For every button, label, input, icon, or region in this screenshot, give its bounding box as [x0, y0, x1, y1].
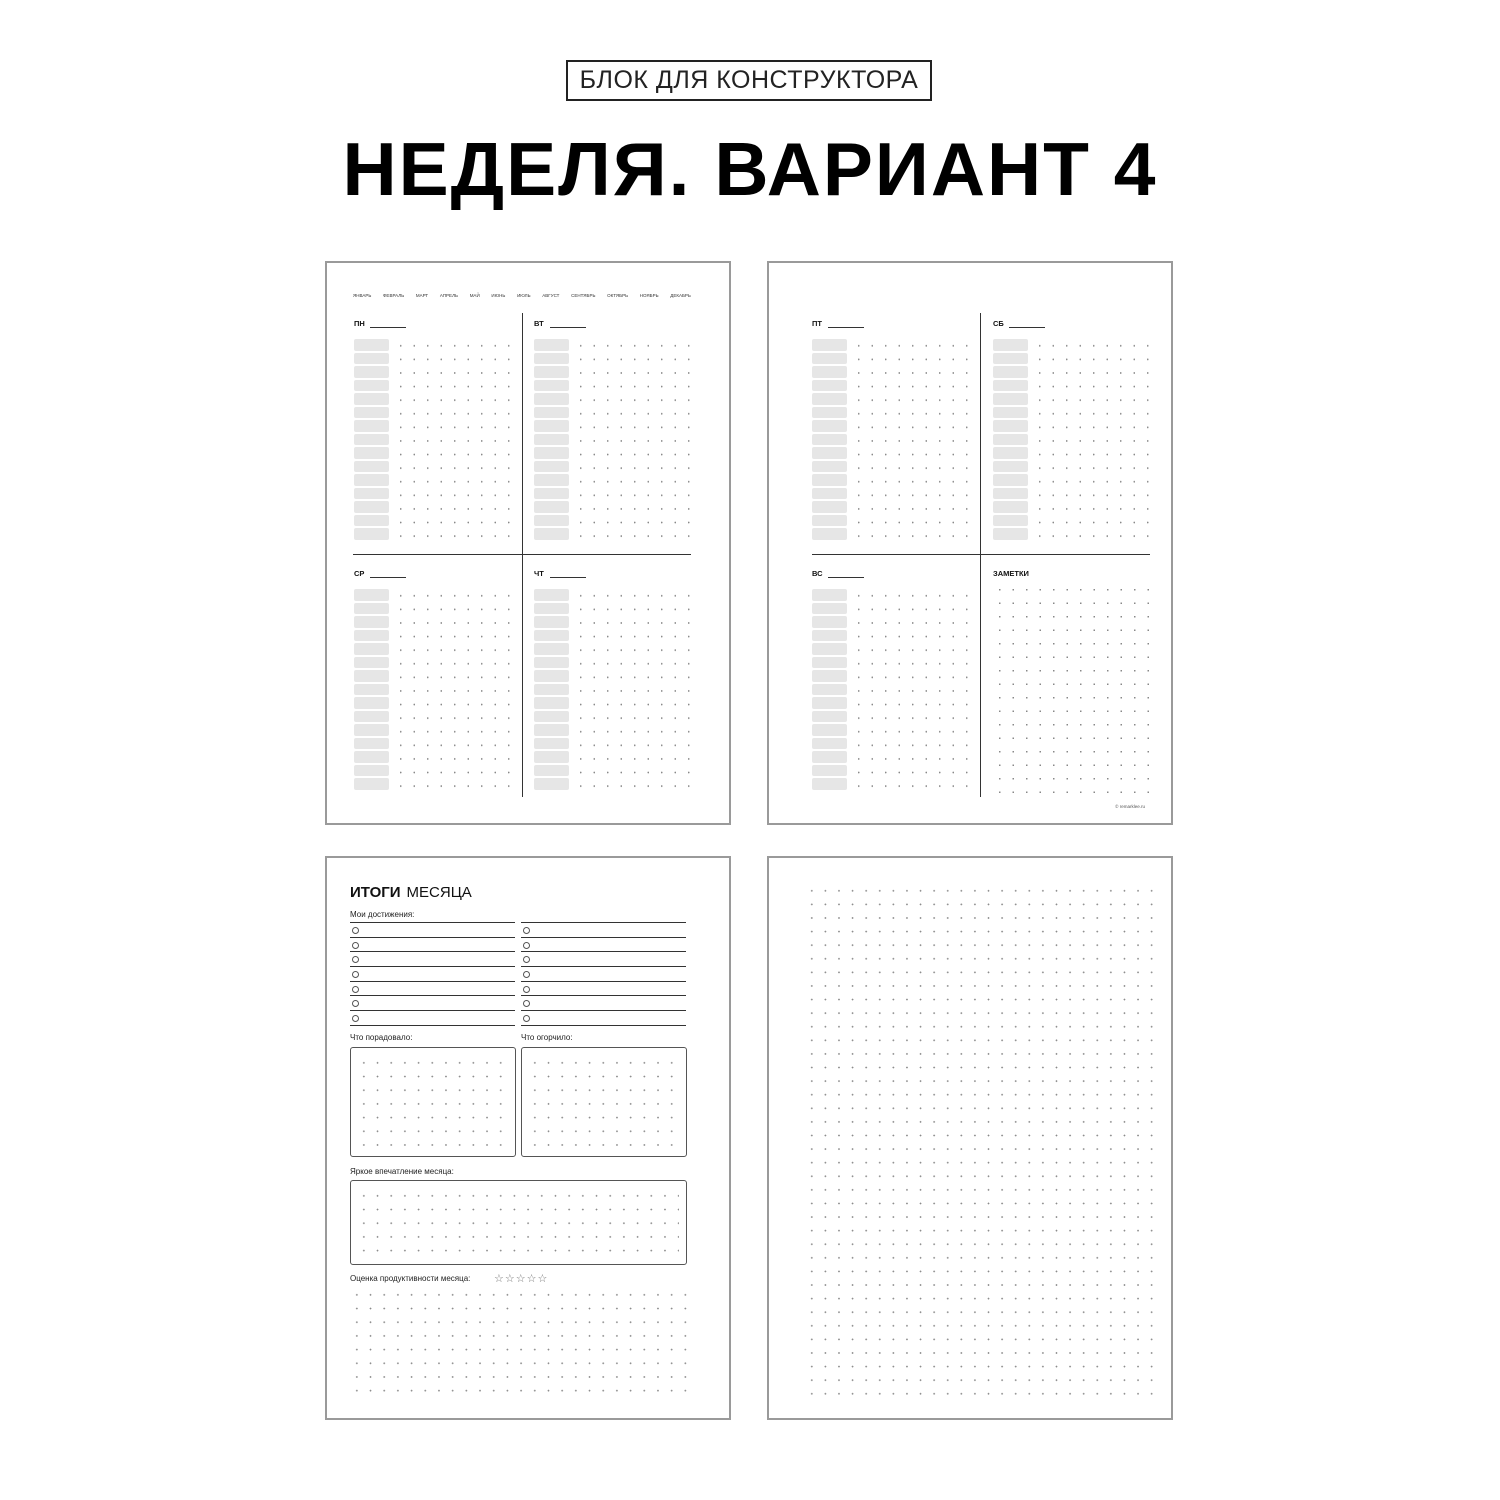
time-block[interactable] — [354, 616, 389, 628]
time-block[interactable] — [534, 434, 569, 446]
time-blocks — [354, 589, 389, 792]
pleased-label: Что порадовало: — [350, 1033, 413, 1042]
achievement-row[interactable] — [521, 996, 686, 1011]
checkbox-circle-icon[interactable] — [352, 956, 359, 963]
time-block[interactable] — [534, 380, 569, 392]
time-block[interactable] — [354, 630, 389, 642]
time-block[interactable] — [534, 339, 569, 351]
summary-title — [350, 884, 472, 901]
month-label[interactable]: МАЙ — [469, 293, 480, 298]
time-block[interactable] — [534, 420, 569, 432]
time-block[interactable] — [354, 724, 389, 736]
achievement-row[interactable] — [350, 982, 515, 997]
rating-label: Оценка продуктивности месяца: — [350, 1274, 471, 1283]
time-block[interactable] — [993, 501, 1028, 513]
time-block[interactable] — [354, 353, 389, 365]
dot-grid — [394, 339, 514, 544]
time-block[interactable] — [812, 488, 847, 500]
dot-grid — [574, 589, 694, 794]
time-block[interactable] — [534, 366, 569, 378]
notes-label: ЗАМЕТКИ — [993, 569, 1029, 578]
dot-grid — [357, 1189, 679, 1259]
time-block[interactable] — [993, 474, 1028, 486]
checkbox-circle-icon[interactable] — [352, 927, 359, 934]
dot-grid — [574, 339, 694, 544]
time-block[interactable] — [354, 515, 389, 527]
time-block[interactable] — [993, 447, 1028, 459]
time-block[interactable] — [534, 643, 569, 655]
time-block[interactable] — [534, 447, 569, 459]
dot-grid — [394, 589, 514, 794]
time-block[interactable] — [354, 643, 389, 655]
time-block[interactable] — [812, 697, 847, 709]
time-block[interactable] — [812, 778, 847, 790]
checkbox-circle-icon[interactable] — [523, 956, 530, 963]
time-block[interactable] — [354, 488, 389, 500]
time-block[interactable] — [354, 380, 389, 392]
time-block[interactable] — [534, 697, 569, 709]
time-block[interactable] — [993, 366, 1028, 378]
month-label[interactable]: НОЯБРЬ — [639, 293, 659, 298]
upset-box[interactable] — [521, 1047, 687, 1157]
column-divider — [980, 313, 981, 797]
time-block[interactable] — [993, 434, 1028, 446]
time-block[interactable] — [534, 407, 569, 419]
time-block[interactable] — [534, 353, 569, 365]
time-block[interactable] — [812, 501, 847, 513]
achievement-row[interactable] — [350, 1011, 515, 1026]
time-block[interactable] — [354, 434, 389, 446]
planner-page-dot-grid — [767, 856, 1173, 1420]
dot-grid — [852, 589, 972, 794]
time-block[interactable] — [812, 616, 847, 628]
time-block[interactable] — [354, 684, 389, 696]
upset-label: Что огорчило: — [521, 1033, 573, 1042]
achievement-row[interactable] — [350, 996, 515, 1011]
achievement-row[interactable] — [521, 938, 686, 953]
checkbox-circle-icon[interactable] — [352, 942, 359, 949]
time-blocks — [812, 339, 847, 542]
checkbox-circle-icon[interactable] — [523, 942, 530, 949]
pleased-box[interactable] — [350, 1047, 516, 1157]
dot-grid — [1033, 339, 1153, 544]
page-title: НЕДЕЛЯ. ВАРИАНТ 4 — [342, 127, 1158, 211]
time-block[interactable] — [354, 697, 389, 709]
checkbox-circle-icon[interactable] — [352, 1000, 359, 1007]
time-block[interactable] — [354, 528, 389, 540]
time-block[interactable] — [993, 515, 1028, 527]
time-block[interactable] — [534, 474, 569, 486]
rating-stars[interactable]: ☆☆☆☆☆ — [494, 1273, 549, 1285]
time-block[interactable] — [812, 711, 847, 723]
date-line — [370, 577, 406, 578]
time-block[interactable] — [812, 643, 847, 655]
time-block[interactable] — [354, 501, 389, 513]
checkbox-circle-icon[interactable] — [523, 971, 530, 978]
time-block[interactable] — [534, 603, 569, 615]
dot-grid — [993, 583, 1151, 793]
date-line — [1009, 327, 1045, 328]
time-block[interactable] — [534, 488, 569, 500]
time-block[interactable] — [993, 407, 1028, 419]
time-block[interactable] — [534, 751, 569, 763]
checkbox-circle-icon[interactable] — [352, 1015, 359, 1022]
time-block[interactable] — [993, 488, 1028, 500]
planner-page-week-1 — [325, 261, 731, 825]
achievement-row[interactable] — [350, 952, 515, 967]
time-block[interactable] — [812, 603, 847, 615]
month-label[interactable]: ИЮЛЬ — [517, 293, 531, 298]
block-tag: БЛОК ДЛЯ КОНСТРУКТОРА — [566, 60, 932, 101]
column-divider — [522, 313, 523, 797]
time-block[interactable] — [812, 339, 847, 351]
time-block[interactable] — [354, 366, 389, 378]
planner-page-week-2 — [767, 261, 1173, 825]
time-block[interactable] — [812, 724, 847, 736]
achievement-row[interactable] — [521, 982, 686, 997]
checkbox-circle-icon[interactable] — [523, 1015, 530, 1022]
month-strip — [353, 293, 691, 298]
date-line — [550, 577, 586, 578]
time-block[interactable] — [812, 366, 847, 378]
time-block[interactable] — [534, 461, 569, 473]
time-block[interactable] — [534, 778, 569, 790]
checkbox-circle-icon[interactable] — [352, 986, 359, 993]
time-block[interactable] — [812, 407, 847, 419]
dot-grid — [528, 1056, 680, 1151]
time-block[interactable] — [354, 420, 389, 432]
time-block[interactable] — [354, 603, 389, 615]
day-label: СБ — [993, 319, 1004, 328]
time-blocks — [534, 589, 569, 792]
copyright-text: © remarklee.ru — [1115, 804, 1145, 809]
time-blocks — [812, 589, 847, 792]
achievement-row[interactable] — [521, 952, 686, 967]
time-block[interactable] — [993, 339, 1028, 351]
time-block[interactable] — [534, 589, 569, 601]
time-block[interactable] — [993, 528, 1028, 540]
achievement-row[interactable] — [350, 923, 515, 938]
time-block[interactable] — [534, 684, 569, 696]
time-block[interactable] — [534, 515, 569, 527]
impression-label: Яркое впечатление месяца: — [350, 1167, 454, 1176]
time-blocks — [354, 339, 389, 542]
achievements-column-left — [350, 922, 515, 1026]
day-label: ЧТ — [534, 569, 544, 578]
time-block[interactable] — [812, 738, 847, 750]
achievement-row[interactable] — [521, 1011, 686, 1026]
time-block[interactable] — [354, 393, 389, 405]
time-block[interactable] — [534, 738, 569, 750]
date-line — [828, 327, 864, 328]
time-block[interactable] — [354, 589, 389, 601]
achievement-row[interactable] — [350, 967, 515, 982]
day-label: ПН — [354, 319, 365, 328]
checkbox-circle-icon[interactable] — [352, 971, 359, 978]
month-label[interactable]: ДЕКАБРЬ — [670, 293, 691, 298]
planner-page-month-summary — [325, 856, 731, 1420]
dot-grid — [805, 884, 1153, 1400]
time-block[interactable] — [354, 461, 389, 473]
time-block[interactable] — [993, 353, 1028, 365]
achievements-column-right — [521, 922, 686, 1026]
time-block[interactable] — [993, 461, 1028, 473]
month-label[interactable]: МАРТ — [415, 293, 429, 298]
achievements-label: Мои достижения: — [350, 910, 415, 919]
time-block[interactable] — [812, 434, 847, 446]
time-block[interactable] — [812, 765, 847, 777]
checkbox-circle-icon[interactable] — [523, 986, 530, 993]
achievement-row[interactable] — [521, 923, 686, 938]
time-block[interactable] — [354, 339, 389, 351]
summary-title-bold: ИТОГИ — [350, 884, 401, 901]
time-block[interactable] — [534, 630, 569, 642]
date-line — [828, 577, 864, 578]
checkbox-circle-icon[interactable] — [523, 1000, 530, 1007]
time-block[interactable] — [534, 724, 569, 736]
month-label[interactable]: ИЮНЬ — [491, 293, 506, 298]
time-block[interactable] — [354, 778, 389, 790]
day-label: ВС — [812, 569, 823, 578]
time-block[interactable] — [354, 711, 389, 723]
dot-grid — [852, 339, 972, 544]
time-block[interactable] — [534, 616, 569, 628]
dot-grid — [350, 1288, 688, 1398]
time-block[interactable] — [534, 711, 569, 723]
time-block[interactable] — [812, 380, 847, 392]
row-divider — [812, 554, 1150, 555]
time-blocks — [993, 339, 1028, 542]
dot-grid — [357, 1056, 509, 1151]
time-block[interactable] — [812, 751, 847, 763]
time-block[interactable] — [812, 630, 847, 642]
date-line — [550, 327, 586, 328]
time-block[interactable] — [812, 420, 847, 432]
time-block[interactable] — [812, 684, 847, 696]
time-block[interactable] — [812, 589, 847, 601]
summary-title-rest: МЕСЯЦА — [406, 884, 472, 901]
time-block[interactable] — [534, 670, 569, 682]
time-block[interactable] — [354, 738, 389, 750]
month-label[interactable]: ОКТЯБРЬ — [607, 293, 629, 298]
time-block[interactable] — [812, 461, 847, 473]
time-block[interactable] — [354, 670, 389, 682]
month-label[interactable]: СЕНТЯБРЬ — [571, 293, 596, 298]
achievement-row[interactable] — [350, 938, 515, 953]
time-block[interactable] — [534, 501, 569, 513]
day-label: СР — [354, 569, 365, 578]
time-block[interactable] — [354, 447, 389, 459]
time-block[interactable] — [812, 353, 847, 365]
time-block[interactable] — [812, 447, 847, 459]
row-divider — [353, 554, 691, 555]
month-label[interactable]: ЯНВАРЬ — [353, 293, 372, 298]
time-block[interactable] — [534, 765, 569, 777]
time-block[interactable] — [534, 528, 569, 540]
checkbox-circle-icon[interactable] — [523, 927, 530, 934]
time-block[interactable] — [993, 420, 1028, 432]
day-label: ПТ — [812, 319, 822, 328]
day-label: ВТ — [534, 319, 544, 328]
time-block[interactable] — [534, 393, 569, 405]
time-block[interactable] — [354, 765, 389, 777]
time-block[interactable] — [993, 380, 1028, 392]
time-block[interactable] — [354, 657, 389, 669]
date-line — [370, 327, 406, 328]
time-blocks — [534, 339, 569, 542]
impression-box[interactable] — [350, 1180, 687, 1265]
time-block[interactable] — [812, 657, 847, 669]
time-block[interactable] — [354, 407, 389, 419]
time-block[interactable] — [993, 393, 1028, 405]
time-block[interactable] — [812, 515, 847, 527]
time-block[interactable] — [354, 474, 389, 486]
time-block[interactable] — [812, 393, 847, 405]
time-block[interactable] — [812, 474, 847, 486]
time-block[interactable] — [812, 528, 847, 540]
time-block[interactable] — [534, 657, 569, 669]
time-block[interactable] — [812, 670, 847, 682]
achievement-row[interactable] — [521, 967, 686, 982]
month-label[interactable]: АВГУСТ — [542, 293, 560, 298]
month-label[interactable]: АПРЕЛЬ — [439, 293, 458, 298]
time-block[interactable] — [354, 751, 389, 763]
month-label[interactable]: ФЕВРАЛЬ — [383, 293, 405, 298]
